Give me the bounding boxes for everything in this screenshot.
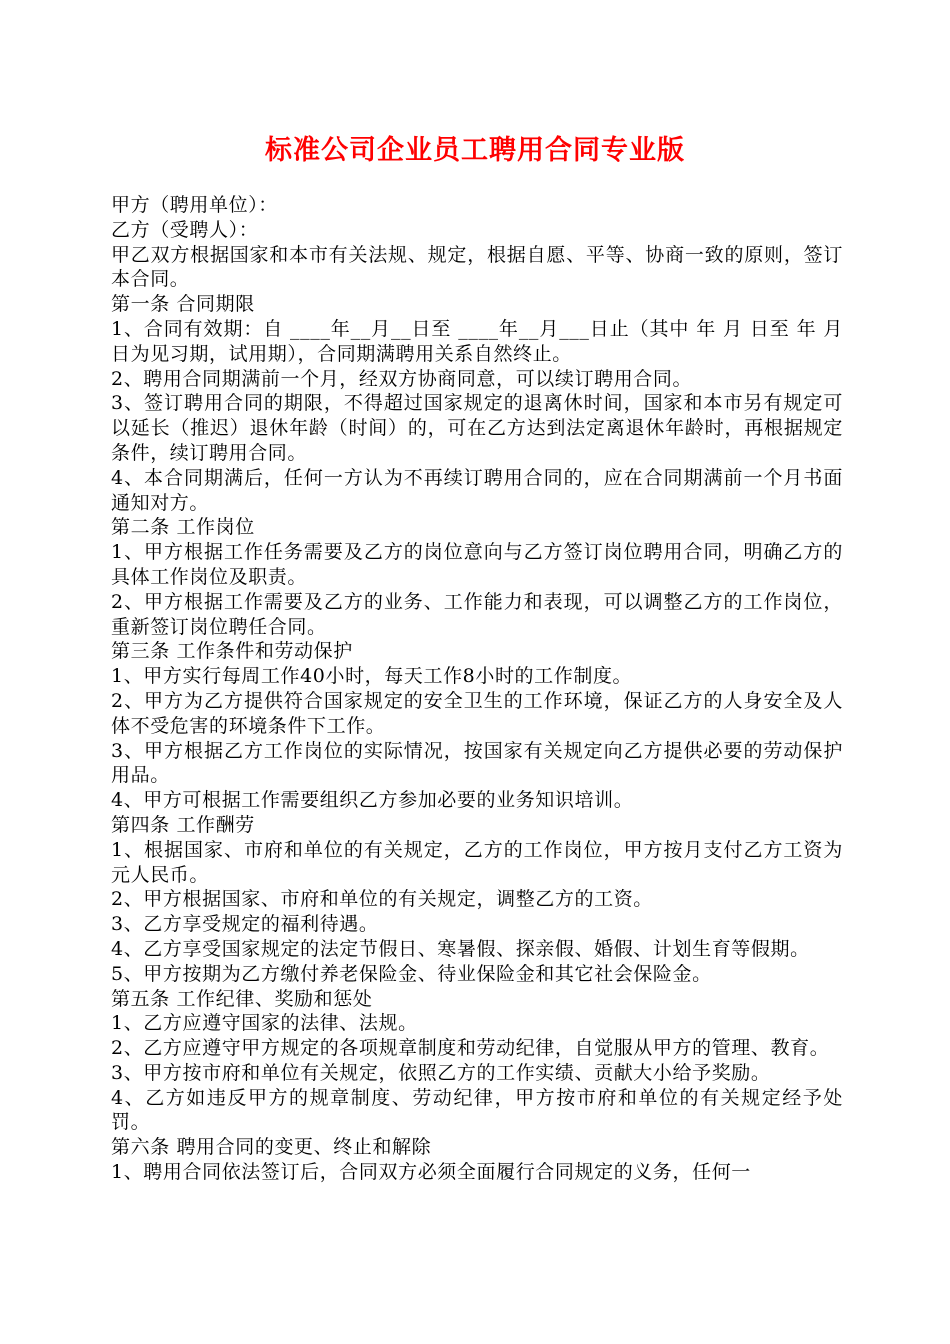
clause-paragraph: 4、乙方如违反甲方的规章制度、劳动纪律，甲方按市府和单位的有关规定经予处罚。 (111, 1086, 843, 1134)
clause-paragraph: 3、乙方享受规定的福利待遇。 (111, 913, 379, 936)
clause-paragraph: 1、甲方实行每周工作40小时，每天工作8小时的工作制度。 (111, 665, 633, 688)
clause-paragraph: 4、乙方享受国家规定的法定节假日、寒暑假、探亲假、婚假、计划生育等假期。 (111, 937, 810, 960)
article-heading: 第五条 工作纪律、奖励和惩处 (111, 987, 373, 1010)
clause-paragraph: 5、甲方按期为乙方缴付养老保险金、待业保险金和其它社会保险金。 (111, 962, 712, 985)
clause-paragraph: 2、乙方应遵守甲方规定的各项规章制度和劳动纪律，自觉服从甲方的管理、教育。 (111, 1037, 830, 1060)
clause-paragraph: 1、聘用合同依法签订后，合同双方必须全面履行合同规定的义务，任何一 (111, 1161, 751, 1184)
clause-paragraph: 2、甲方根据国家、市府和单位的有关规定，调整乙方的工资。 (111, 888, 653, 911)
article-heading: 第四条 工作酬劳 (111, 813, 255, 836)
article-heading: 第二条 工作岗位 (111, 516, 255, 539)
document-title: 标准公司企业员工聘用合同专业版 (265, 135, 685, 166)
clause-paragraph: 3、甲方按市府和单位有关规定，依照乙方的工作实绩、贡献大小给予奖励。 (111, 1061, 771, 1084)
preamble: 甲乙双方根据国家和本市有关法规、规定，根据自愿、平等、协商一致的原则，签订本合同。 (111, 243, 843, 291)
clause-paragraph: 2、甲方为乙方提供符合国家规定的安全卫生的工作环境，保证乙方的人身安全及人体不受危害的环境条件下工作。 (111, 689, 843, 737)
clause-paragraph: 1、甲方根据工作任务需要及乙方的岗位意向与乙方签订岗位聘用合同，明确乙方的具体工作岗位及职责。 (111, 541, 843, 588)
clause-paragraph: 4、甲方可根据工作需要组织乙方参加必要的业务知识培训。 (111, 789, 634, 812)
article-heading: 第一条 合同期限 (111, 293, 255, 316)
party-b-line: 乙方（受聘人）： (111, 218, 259, 241)
clause-paragraph: 2、聘用合同期满前一个月，经双方协商同意，可以续订聘用合同。 (111, 367, 693, 390)
clause-paragraph: 4、本合同期满后，任何一方认为不再续订聘用合同的，应在合同期满前一个月书面通知对方。 (111, 466, 843, 514)
document-body (111, 193, 843, 1185)
clause-paragraph: 1、乙方应遵守国家的法律、法规。 (111, 1012, 418, 1035)
clause-paragraph: 1、合同有效期：自 ____年__月__日至 ____年__月___日止（其中 年 月 日至 年 月 日为见习期，试用期），合同期满聘用关系自然终止。 (111, 317, 843, 365)
article-heading: 第三条 工作条件和劳动保护 (111, 640, 353, 663)
party-a-line: 甲方（聘用单位）： (111, 194, 278, 216)
clause-paragraph: 3、甲方根据乙方工作岗位的实际情况，按国家有关规定向乙方提供必要的劳动保护用品。 (111, 739, 843, 787)
clause-paragraph: 1、根据国家、市府和单位的有关规定，乙方的工作岗位，甲方按月支付乙方工资为 元人民币。 (111, 838, 843, 886)
clause-paragraph: 3、签订聘用合同的期限，不得超过国家规定的退离休时间，国家和本市另有规定可以延长（推迟）退休年龄（时间）的，可在乙方达到法定离退休年龄时，再根据规定条件，续订聘用合同。 (111, 392, 843, 464)
article-heading: 第六条 聘用合同的变更、终止和解除 (111, 1136, 432, 1159)
clause-paragraph: 2、甲方根据工作需要及乙方的业务、工作能力和表现，可以调整乙方的工作岗位，重新签订岗位聘任合同。 (111, 590, 843, 638)
